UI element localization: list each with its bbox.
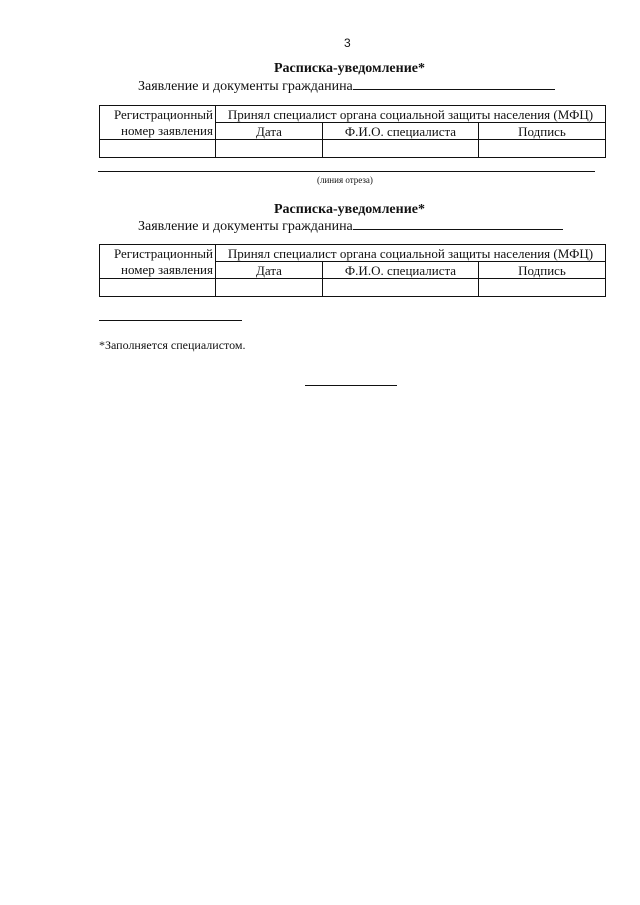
header-accepted-by: Принял специалист органа социальной защиты населения (МФЦ) — [216, 106, 606, 123]
cell-reg-number[interactable] — [100, 279, 216, 297]
receipt-title-1: Расписка-уведомление* — [274, 61, 425, 76]
applicant-line-1 — [138, 77, 555, 95]
applicant-name-blank — [353, 217, 563, 230]
header-reg-number-line1: Регистрационный — [100, 106, 216, 123]
header-fio: Ф.И.О. специалиста — [323, 123, 479, 140]
footnote: *Заполняется специалистом. — [99, 338, 246, 352]
cell-date[interactable] — [216, 279, 323, 297]
receipt-table-2 — [99, 244, 606, 297]
header-fio: Ф.И.О. специалиста — [323, 262, 479, 279]
cell-fio[interactable] — [323, 140, 479, 158]
cell-date[interactable] — [216, 140, 323, 158]
header-signature: Подпись — [479, 262, 606, 279]
footnote-separator — [99, 320, 242, 321]
header-reg-number-line1: Регистрационный — [100, 245, 216, 262]
cell-reg-number[interactable] — [100, 140, 216, 158]
cell-fio[interactable] — [323, 279, 479, 297]
end-rule — [305, 385, 397, 386]
receipt-table-1 — [99, 105, 606, 158]
applicant-line-label: Заявление и документы гражданина — [138, 219, 353, 234]
cut-line-label: (линия отреза) — [317, 175, 373, 185]
header-accepted-by: Принял специалист органа социальной защиты населения (МФЦ) — [216, 245, 606, 262]
header-signature: Подпись — [479, 123, 606, 140]
cell-signature[interactable] — [479, 140, 606, 158]
header-date: Дата — [216, 262, 323, 279]
page-number: 3 — [344, 36, 351, 50]
applicant-line-label: Заявление и документы гражданина — [138, 79, 353, 94]
applicant-name-blank — [353, 77, 555, 90]
header-reg-number-line2: номер заявления — [100, 123, 216, 140]
header-date: Дата — [216, 123, 323, 140]
header-reg-number-line2: номер заявления — [100, 262, 216, 279]
cell-signature[interactable] — [479, 279, 606, 297]
cut-line — [98, 171, 595, 172]
receipt-title-2: Расписка-уведомление* — [274, 202, 425, 217]
applicant-line-2 — [138, 217, 563, 235]
